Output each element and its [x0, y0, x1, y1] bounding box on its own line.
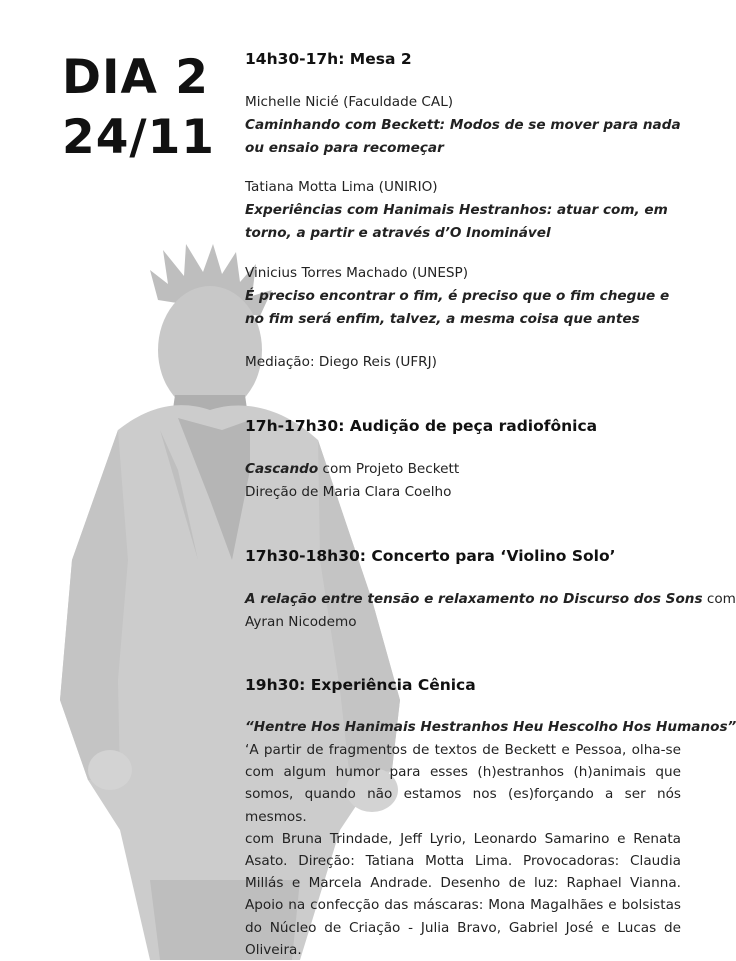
- talk-title: Caminhando com Beckett: Modos de se mover para nada ou ensaio para recomeçar: [245, 117, 681, 156]
- talk-title: É preciso encontrar o fim, é preciso que o fim chegue e no fim será enfim, talvez, a mesma coisa que antes: [245, 288, 670, 327]
- experiencia-details: [245, 716, 736, 961]
- day-date: 24/11: [62, 110, 215, 165]
- mesa-section: [245, 48, 681, 70]
- talk-speaker: Vinicius Torres Machado (UNESP): [245, 265, 469, 281]
- audicao-section: [245, 415, 681, 437]
- audicao-details: [245, 458, 681, 504]
- audicao-work-line: [245, 458, 681, 481]
- concerto-performer: Ayran Nicodemo: [245, 614, 357, 630]
- experiencia-section: [245, 674, 681, 696]
- day-label: DIA 2: [62, 50, 209, 105]
- audicao-time-title: 17h-17h30: Audição de peça radiofônica: [245, 417, 598, 435]
- day-heading: [62, 48, 215, 168]
- talk-speaker: Tatiana Motta Lima (UNIRIO): [245, 179, 438, 195]
- talk-speaker: Michelle Nicié (Faculdade CAL): [245, 94, 454, 110]
- mesa-time-title: 14h30-17h: Mesa 2: [245, 50, 412, 68]
- experiencia-piece-title: “Hentre Hos Hanimais Hestranhos Heu Hescolho Hos Humanos”: [245, 719, 736, 735]
- concerto-work-line: [245, 588, 736, 611]
- talk-item: [245, 262, 681, 331]
- talk-item: [245, 91, 681, 160]
- talk-item: [245, 176, 681, 245]
- concerto-section: [245, 545, 681, 567]
- concerto-details: [245, 588, 736, 634]
- experiencia-time-title: 19h30: Experiência Cênica: [245, 676, 476, 694]
- mediation-text: Mediação: Diego Reis (UFRJ): [245, 354, 437, 370]
- concerto-time-title: 17h30-18h30: Concerto para ‘Violino Solo’: [245, 547, 616, 565]
- audicao-work: Cascando: [245, 461, 319, 477]
- experiencia-description: ‘A partir de fragmentos de textos de Beckett e Pessoa, olha-se com algum humor para esses (h)estranhos (h)animais que somos, quando não estamos nos (es)forçando a ser nós mesmos.: [245, 742, 681, 825]
- audicao-work-suffix: com Projeto Beckett: [318, 461, 460, 477]
- talk-title: Experiências com Hanimais Hestranhos: atuar com, em torno, a partir e através d’O Inominável: [245, 202, 668, 241]
- concerto-work-suffix: com: [702, 591, 736, 607]
- audicao-direction: Direção de Maria Clara Coelho: [245, 484, 452, 500]
- mediation: [245, 351, 681, 374]
- experiencia-credits: com Bruna Trindade, Jeff Lyrio, Leonardo Samarino e Renata Asato. Direção: Tatiana Motta Lima. Provocadoras: Claudia Millás e Marcela Andrade. Desenho de luz: Raphael Vianna. Apoio na confecção das máscaras: Mona Magalhães e bolsistas do Núcleo de Criação - Julia Bravo, Gabriel José e Lucas de Oliveira.: [245, 830, 681, 958]
- concerto-work: A relação entre tensão e relaxamento no Discurso dos Sons: [245, 591, 703, 607]
